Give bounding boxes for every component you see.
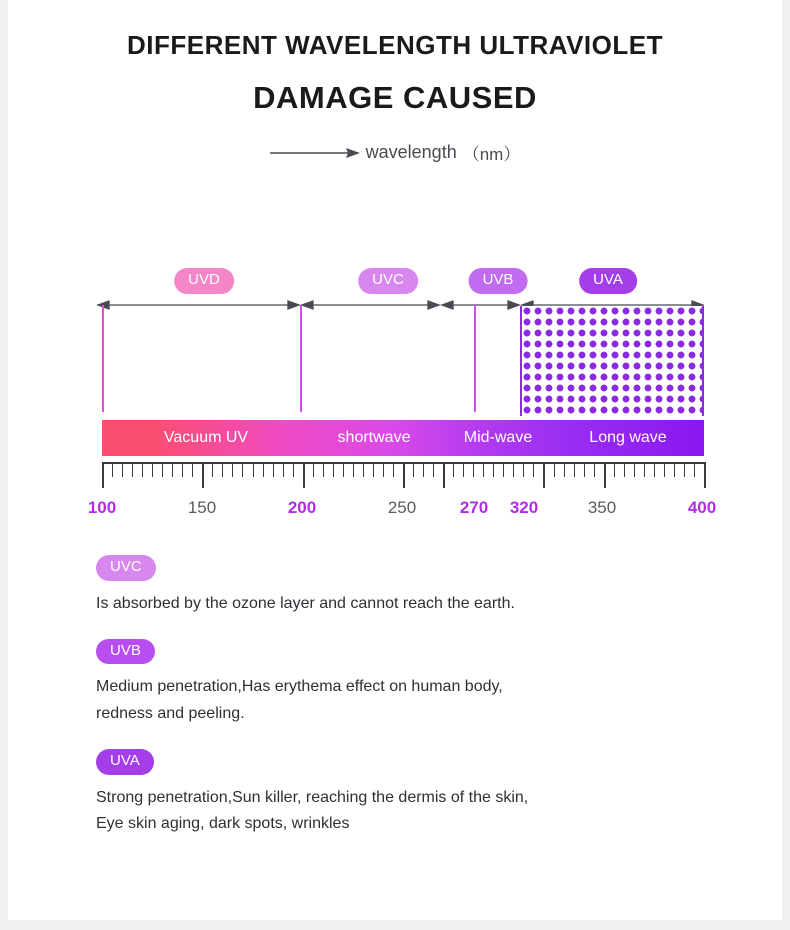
axis-tick-400: 400: [687, 498, 717, 517]
ruler-tick: [644, 462, 645, 477]
ruler-tick: [293, 462, 294, 477]
axis-tick-320: 320: [509, 498, 539, 517]
ruler-tick: [654, 462, 655, 477]
ruler-tick: [172, 462, 173, 477]
spectrum-color-bar: [102, 420, 704, 456]
ruler-tick: [543, 462, 545, 488]
ruler-tick: [253, 462, 254, 477]
uv-spectrum-chart: [8, 240, 782, 540]
band-pill-uva: UVA: [579, 268, 637, 294]
ruler-tick: [232, 462, 233, 477]
ruler-tick: [423, 462, 424, 477]
wavelength-unit: （nm）: [462, 145, 521, 164]
ruler-tick: [263, 462, 264, 477]
ruler-tick: [463, 462, 464, 477]
ruler-tick: [503, 462, 504, 477]
ruler-tick: [343, 462, 344, 477]
ruler-tick: [142, 462, 143, 477]
ruler-tick: [533, 462, 534, 477]
ruler-tick: [664, 462, 665, 477]
right-arrow-icon: [270, 146, 360, 160]
axis-tick-350: 350: [587, 498, 617, 517]
band-pill-uvd: UVD: [174, 268, 234, 294]
ruler-tick: [554, 462, 555, 477]
ruler-tick: [473, 462, 474, 477]
bar-label-long-wave: Long wave: [589, 429, 667, 446]
ruler-tick: [614, 462, 615, 477]
legend-text-uvb-line2: redness and peeling.: [96, 704, 245, 722]
ruler-tick: [574, 462, 575, 477]
legend-tag-uvc: UVC: [96, 555, 156, 581]
legend-text-uvc-line1: Is absorbed by the ozone layer and cannot reach the earth.: [96, 594, 515, 612]
ruler-tick: [684, 462, 685, 477]
ruler-tick: [152, 462, 153, 477]
legend-tag-uva: UVA: [96, 749, 154, 775]
ruler-tick: [624, 462, 625, 477]
ruler-tick: [564, 462, 565, 477]
ruler-tick: [594, 462, 595, 477]
ruler-tick: [523, 462, 524, 477]
ruler-tick: [162, 462, 163, 477]
legend-text-uvb-line1: Medium penetration,Has erythema effect on human body,: [96, 678, 503, 696]
legend-list: [8, 555, 782, 859]
ruler-tick: [483, 462, 484, 477]
band-pill-uvb: UVB: [469, 268, 528, 294]
ruler-tick: [584, 462, 585, 477]
ruler-tick: [132, 462, 133, 477]
band-divider-200: [300, 305, 302, 412]
ruler-tick: [433, 462, 434, 477]
bar-label-vacuum-uv: Vacuum UV: [163, 429, 249, 446]
ruler-tick: [323, 462, 324, 477]
wavelength-ruler: [102, 462, 704, 492]
ruler-tick: [694, 462, 695, 477]
page-title-line1: DIFFERENT WAVELENGTH ULTRAVIOLET: [127, 30, 663, 60]
band-divider-270: [474, 305, 476, 412]
ruler-tick: [453, 462, 454, 477]
bar-label-mid-wave: Mid-wave: [463, 429, 533, 446]
ruler-tick: [634, 462, 635, 477]
axis-tick-250: 250: [387, 498, 417, 517]
ruler-tick: [393, 462, 394, 477]
wavelength-caption: [8, 140, 782, 165]
ruler-tick: [303, 462, 305, 488]
ruler-tick: [102, 462, 104, 488]
ruler-tick: [283, 462, 284, 477]
ruler-tick: [273, 462, 274, 477]
legend-text-uva-line1: Strong penetration,Sun killer, reaching the dermis of the skin,: [96, 788, 529, 806]
ruler-tick: [202, 462, 204, 488]
ruler-tick: [674, 462, 675, 477]
ruler-tick: [403, 462, 405, 488]
axis-tick-270: 270: [459, 498, 489, 517]
ruler-tick: [443, 462, 445, 488]
page-title-line2: DAMAGE CAUSED: [253, 80, 537, 115]
band-divider-100: [102, 305, 104, 412]
ruler-tick: [704, 462, 706, 488]
ruler-tick: [182, 462, 183, 477]
axis-tick-150: 150: [187, 498, 217, 517]
ruler-tick: [363, 462, 364, 477]
axis-tick-100: 100: [87, 498, 117, 517]
ruler-tick: [222, 462, 223, 477]
ruler-tick: [192, 462, 193, 477]
ruler-tick: [604, 462, 606, 488]
wavelength-label: wavelength: [365, 142, 457, 162]
ruler-tick: [513, 462, 514, 477]
legend-item-uvc: [8, 555, 782, 617]
ruler-tick: [112, 462, 113, 477]
ruler-tick: [122, 462, 123, 477]
uva-hatched-region: [520, 306, 704, 416]
legend-item-uva: [8, 749, 782, 837]
ruler-tick: [353, 462, 354, 477]
bar-label-shortwave: shortwave: [337, 429, 411, 446]
band-pill-uvc: UVC: [358, 268, 418, 294]
axis-tick-200: 200: [287, 498, 317, 517]
legend-text-uva-line2: Eye skin aging, dark spots, wrinkles: [96, 815, 350, 833]
legend-tag-uvb: UVB: [96, 639, 155, 665]
ruler-tick: [313, 462, 314, 477]
legend-item-uvb: [8, 639, 782, 727]
ruler-tick: [413, 462, 414, 477]
ruler-tick: [493, 462, 494, 477]
ruler-tick: [212, 462, 213, 477]
ruler-tick: [373, 462, 374, 477]
ruler-tick: [333, 462, 334, 477]
ruler-tick: [242, 462, 243, 477]
ruler-tick: [383, 462, 384, 477]
